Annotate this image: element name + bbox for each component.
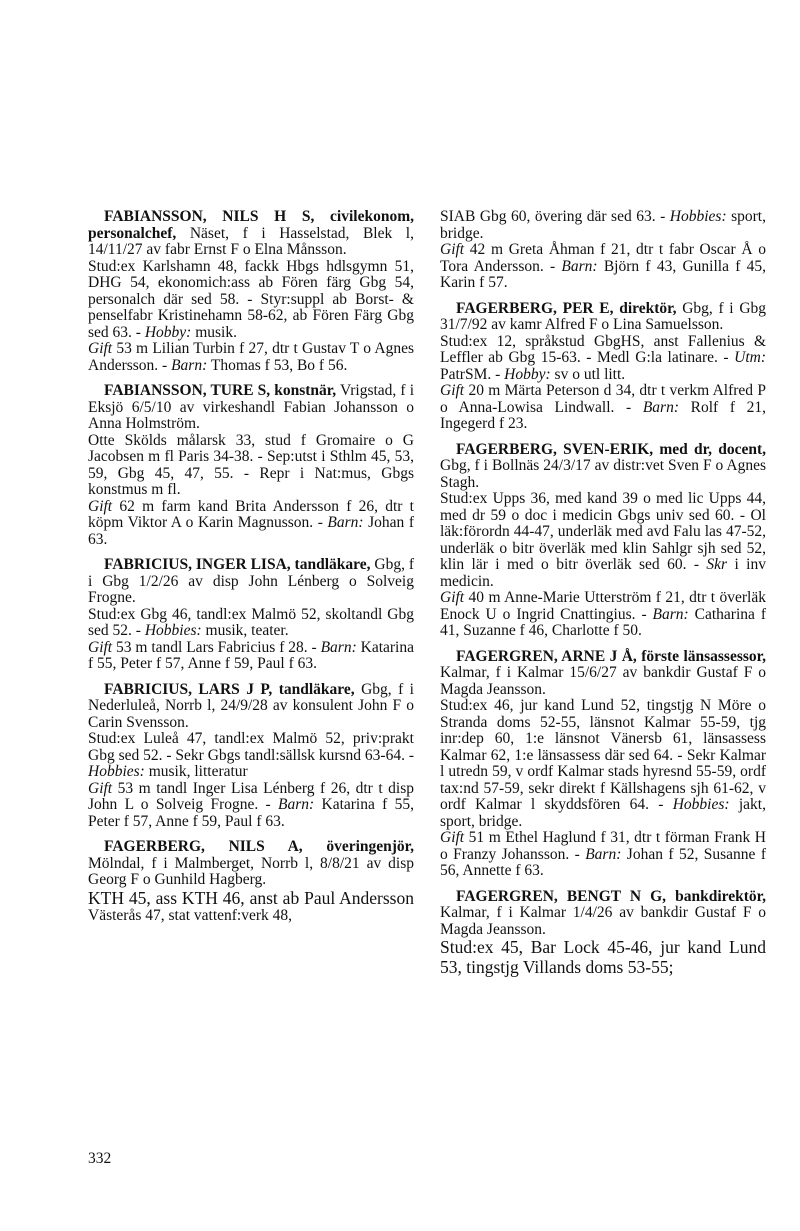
entry-info: Gbg, f i Gbg 31/7/92 av kamr Alfred F o Lina Samuelsson.	[440, 299, 767, 333]
entry-family	[440, 590, 766, 640]
text-run: Stud:ex Luleå 47, tandl:ex Malmö 52, priv:prakt Gbg sed 52. - Sekr Gbgs tandl:sällsk kursnd 63-64. -	[88, 730, 414, 764]
biography-entry	[88, 209, 414, 374]
text-run: musik.	[191, 323, 237, 341]
italic-label: Gift	[440, 382, 465, 399]
italic-label: Hobbies:	[669, 208, 727, 225]
biography-entry	[440, 209, 766, 292]
entry-name: FABIANSSON, NILS H S, civilekonom, personalchef,	[88, 208, 414, 242]
entry-career	[440, 491, 766, 590]
entry-family	[88, 640, 414, 673]
text-run: Västerås 47, stat vattenf:verk 48,	[88, 907, 293, 924]
text-run: 20 m Märta Peterson d 34, dtr t verkm Alfred P o Anna-Lowisa Lindwall. -	[440, 382, 766, 416]
entry-name: FAGERBERG, PER E, direktör,	[456, 299, 677, 317]
text-run: Catharina f 41, Suzanne f 46, Charlotte f 50.	[440, 605, 766, 639]
entry-info: Gbg, f i Nederluleå, Norrb l, 24/9/28 av konsulent John F o Carin Svensson.	[88, 680, 414, 731]
page-number: 332	[88, 1150, 112, 1167]
left-column	[88, 209, 414, 934]
text-run: 42 m Greta Åhman f 21, dtr t fabr Oscar Å o Tora Andersson. -	[440, 241, 766, 275]
entry-name: FABRICIUS, INGER LISA, tandläkare,	[104, 556, 371, 573]
biography-entry	[88, 682, 414, 831]
text-run: Stud:ex Upps 36, med kand 39 o med lic Upps 44, med dr 59 o doc i medicin Gbgs univ sed 60. - Ol läk:förordn 44-47, underläk med avd Falu las 47-52, underläk o bitr överläk med klin Sahlgr sjh sed 52, klin lär i med o bitr överläk sed 60. -	[440, 490, 766, 573]
italic-label: Barn:	[327, 514, 364, 531]
italic-label: Hobbies:	[144, 622, 202, 639]
entry-career	[88, 259, 414, 342]
text-run: Rolf f 21, Ingegerd f 23.	[440, 398, 766, 432]
entry-career	[440, 938, 766, 977]
italic-label: Gift	[440, 829, 465, 846]
entry-header	[440, 442, 766, 492]
entry-header	[88, 839, 414, 889]
italic-label: Barn:	[320, 638, 357, 656]
italic-label: Gift	[88, 779, 113, 797]
italic-label: Barn:	[585, 845, 622, 863]
entry-info: Vrigstad, f i Eksjö 6/5/10 av virkeshandl Fabian Johansson o Anna Holmström.	[88, 382, 414, 432]
text-run: Stud:ex Gbg 46, tandl:ex Malmö 52, skoltandl Gbg sed 52. -	[88, 605, 414, 639]
text-run: KTH 45, ass KTH 46, anst ab Paul Andersson	[88, 887, 414, 908]
italic-label: Barn:	[652, 605, 689, 623]
entry-info: Gbg, f i Gbg 1/2/26 av disp John Lénberg o Solveig Frogne.	[88, 556, 415, 606]
entry-header	[88, 383, 414, 433]
italic-label: Barn:	[171, 356, 208, 374]
entry-name: FABRICIUS, LARS J P, tandläkare,	[104, 680, 355, 698]
right-column	[440, 209, 766, 986]
entry-info: Kalmar, f i Kalmar 1/4/26 av bankdir Gustaf F o Magda Jeansson.	[440, 904, 766, 938]
entry-header	[440, 889, 766, 939]
text-run: musik, litteratur	[144, 763, 248, 780]
entry-career	[88, 889, 414, 925]
entry-name: FAGERBERG, NILS A, överingenjör,	[104, 838, 414, 855]
italic-label: Gift	[440, 241, 465, 258]
text-run: sport, bridge.	[440, 208, 766, 242]
text-run: Johan f 63.	[88, 514, 414, 548]
entry-career	[88, 731, 414, 781]
entry-header	[88, 209, 414, 259]
entry-family	[440, 830, 766, 880]
biography-entry	[440, 301, 766, 433]
text-run: sv o utl litt.	[550, 365, 626, 383]
text-run: Johan f 52, Susanne f 56, Annette f 63.	[440, 845, 766, 879]
text-run: SIAB Gbg 60, övering där sed 63. -	[440, 208, 670, 225]
text-run: Stud:ex 46, jur kand Lund 52, tingstjg N Möre o Stranda doms 52-55, länsnot Kalmar 55-59, tjg inr:dep 60, 1:e länsnot Vänersb 61, länsassess Kalmar 62, 1:e länsassess där sed 64. - Sekr Kalmar l utredn 59, v ordf Kalmar stads hyresnd 55-59, ordf tax:nd 57-59, sekr direkt f Källshagens sjh 61-62, v ordf Kalmar l skyddsfören 64. -	[440, 697, 766, 813]
entry-career	[440, 334, 766, 384]
italic-label: Utm:	[734, 349, 766, 366]
text-run: 53 m tandl Inger Lisa Lénberg f 26, dtr t disp John L o Solveig Frogne. -	[88, 779, 414, 813]
italic-label: Gift	[440, 589, 465, 606]
entry-family	[88, 499, 414, 549]
entry-family	[440, 383, 766, 433]
entry-family	[88, 341, 414, 374]
entry-continuation	[440, 209, 766, 242]
italic-label: Gift	[88, 340, 113, 357]
biography-entry	[88, 383, 414, 548]
entry-header	[88, 682, 414, 732]
text-run: Stud:ex 12, språkstud GbgHS, anst Fallenius & Leffler ab Gbg 15-63. - Medl G:la latinare. -	[440, 332, 766, 366]
text-run: 53 m tandl Lars Fabricius f 28. -	[112, 638, 321, 656]
text-run: Katarina f 55, Peter f 57, Anne f 59, Paul f 63.	[88, 796, 414, 830]
biography-entry	[440, 649, 766, 880]
italic-label: Hobbies:	[88, 763, 145, 780]
text-run: jakt, sport, bridge.	[440, 796, 766, 830]
entry-info: Näset, f i Hasselstad, Blek l, 14/11/27 av fabr Ernst F o Elna Månsson.	[88, 224, 414, 258]
entry-header	[440, 301, 766, 334]
entry-family	[88, 781, 414, 831]
text-run: i inv medicin.	[440, 556, 766, 590]
text-run: Stud:ex 45, Bar Lock 45-46, jur kand Lund 53, tingstjg Villands doms 53-55;	[440, 937, 766, 977]
text-run: Thomas f 53, Bo f 56.	[207, 356, 348, 374]
biography-entry	[440, 442, 766, 640]
text-run: Otte Skölds målarsk 33, stud f Gromaire o G Jacobsen m fl Paris 34-38. - Sep:utst i Sthlm 45, 53, 59, Gbg 45, 47, 55. - Repr i Nat:mus, Gbgs konstmus m fl.	[88, 431, 414, 498]
italic-label: Gift	[88, 638, 113, 656]
text-run: musik, teater.	[201, 622, 289, 639]
entry-career	[88, 607, 414, 640]
entry-name: FAGERGREN, BENGT N G, bankdirektör,	[456, 887, 766, 905]
entry-career	[88, 433, 414, 499]
italic-label: Barn:	[278, 796, 315, 813]
biography-entry	[88, 839, 414, 925]
text-run: Katarina f 55, Peter f 57, Anne f 59, Paul f 63.	[88, 638, 414, 672]
text-run: 62 m farm kand Brita Andersson f 26, dtr t köpm Viktor A o Karin Magnusson. -	[88, 497, 414, 531]
italic-label: Hobby:	[144, 323, 192, 341]
biography-entry	[440, 889, 766, 978]
entry-info: Mölndal, f i Malmberget, Norrb l, 8/8/21 av disp Georg F o Gunhild Hagberg.	[88, 854, 414, 888]
biography-entry	[88, 557, 414, 673]
entry-name: FAGERGREN, ARNE J Å, förste länsassessor,	[456, 647, 766, 665]
text-run: 51 m Ethel Haglund f 31, dtr t förman Frank H o Franzy Johansson. -	[440, 829, 766, 863]
text-run: 40 m Anne-Marie Utterström f 21, dtr t överläk Enock U o Ingrid Cnattingius. -	[440, 589, 766, 623]
italic-label: Barn:	[642, 398, 679, 416]
entry-header	[88, 557, 414, 607]
italic-label: Hobby:	[504, 365, 551, 383]
entry-family	[440, 242, 766, 292]
text-run: Björn f 43, Gunilla f 45, Karin f 57.	[440, 257, 766, 291]
entry-career	[440, 698, 766, 830]
entry-info: Gbg, f i Bollnäs 24/3/17 av distr:vet Sven F o Agnes Stagh.	[440, 457, 766, 491]
entry-name: FABIANSSON, TURE S, konstnär,	[104, 382, 337, 399]
italic-label: Gift	[88, 497, 113, 515]
italic-label: Skr	[706, 556, 728, 573]
entry-info: Kalmar, f i Kalmar 15/6/27 av bankdir Gustaf F o Magda Jeansson.	[440, 664, 766, 698]
entry-header	[440, 649, 766, 699]
text-run: Stud:ex Karlshamn 48, fackk Hbgs hdlsgymn 51, DHG 54, ekonomich:ass ab Fören färg Gbg 54, personalch där sed 58. - Styr:suppl ab Borst- & penselfabr Kristinehamn 58-62, ab Fören Färg Gbg sed 63. -	[88, 257, 414, 341]
italic-label: Barn:	[561, 257, 598, 275]
italic-label: Hobbies:	[672, 796, 730, 813]
text-run: 53 m Lilian Turbin f 27, dtr t Gustav T o Agnes Andersson. -	[88, 340, 414, 374]
entry-name: FAGERBERG, SVEN-ERIK, med dr, docent,	[456, 440, 766, 458]
text-run: PatrSM. -	[440, 365, 505, 383]
